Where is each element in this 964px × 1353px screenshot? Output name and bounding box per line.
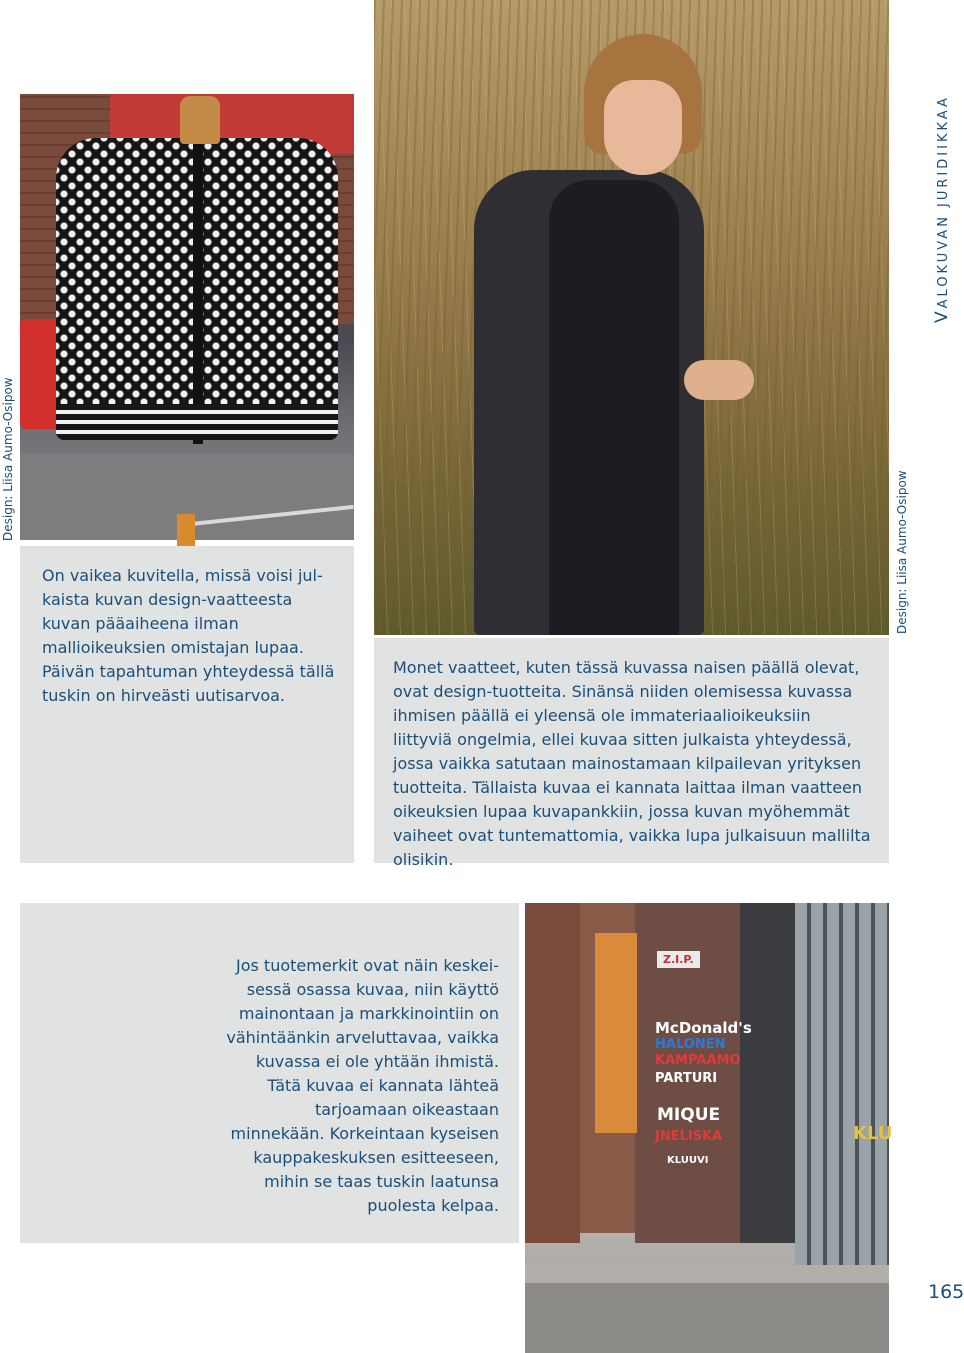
woman-in-grass-photo [374,0,889,635]
caption-woman: Monet vaatteet, kuten tässä kuvassa naisen päällä olevat, ovat design-tuotteita. Sinänsä niiden olemisessa kuvassa ihmisen päällä ei yleensä ole immateriaalioikeuksiin liittyviä ongelmia, ellei kuvaa sitten julkaista yhteydessä, jossa vaikka satutaan mainostamaan kilpailevan yrityksen tuotteita. Tällaista kuvaa ei kannata laittaa ilman vaatteen oikeuksien lupaa kuvapankkiin, jossa kuvan myöhemmät vaiheet ovat tuntemattomia, vaikka lupa julkaisuun mallilta olisikin. [393,658,871,869]
sign-jneliska: JNELISKA [655,1129,723,1144]
sign-zip: Z.I.P. [657,951,700,968]
sign-kluuvi: KLUUVI [667,1155,709,1166]
cardigan-photo [20,94,354,540]
shopping-centre-photo [525,903,893,1353]
caption-cardigan: On vaikea kuvitella, missä voisi julkaista kuvan design-vaatteesta kuvan pääaiheena ilman mallioikeuksien omistajan lupaa. Päivän tapahtuman yhteydessä tällä tuskin on hirveästi uutisarvoa. [42,566,335,705]
caption-building: Jos tuotemerkit ovat näin keskeisessä osassa kuvaa, niin käyttö mainontaan ja markkinointiin on vähintäänkin arveluttavaa, vaikka kuvassa ei ole yhtään ihmistä. Tätä kuvaa ei kannata lähteä tarjoamaan oikeastaan minnekään. Korkeintaan kyseisen kauppakeskuksen esitteeseen, mihin se taas tuskin laatunsa puolesta kelpaa. [226,956,499,1215]
section-title: VALOKUVAN JURIDIIKKAA [932,95,952,323]
sign-klu: KLU [853,1123,893,1144]
page-number: 165 [928,1281,964,1303]
sign-parturi: PARTURI [655,1071,718,1086]
sign-kampaamo: KAMPAAMO [655,1053,741,1068]
sign-halonen: HALONEN [655,1037,726,1052]
sign-mique: MIQUE [657,1105,721,1125]
photo-credit-right: Design: Liisa Aumo-Osipow [895,470,909,634]
sign-mcdonalds: McDonald's [655,1019,752,1037]
photo-credit-left: Design: Liisa Aumo-Osipow [1,377,15,541]
